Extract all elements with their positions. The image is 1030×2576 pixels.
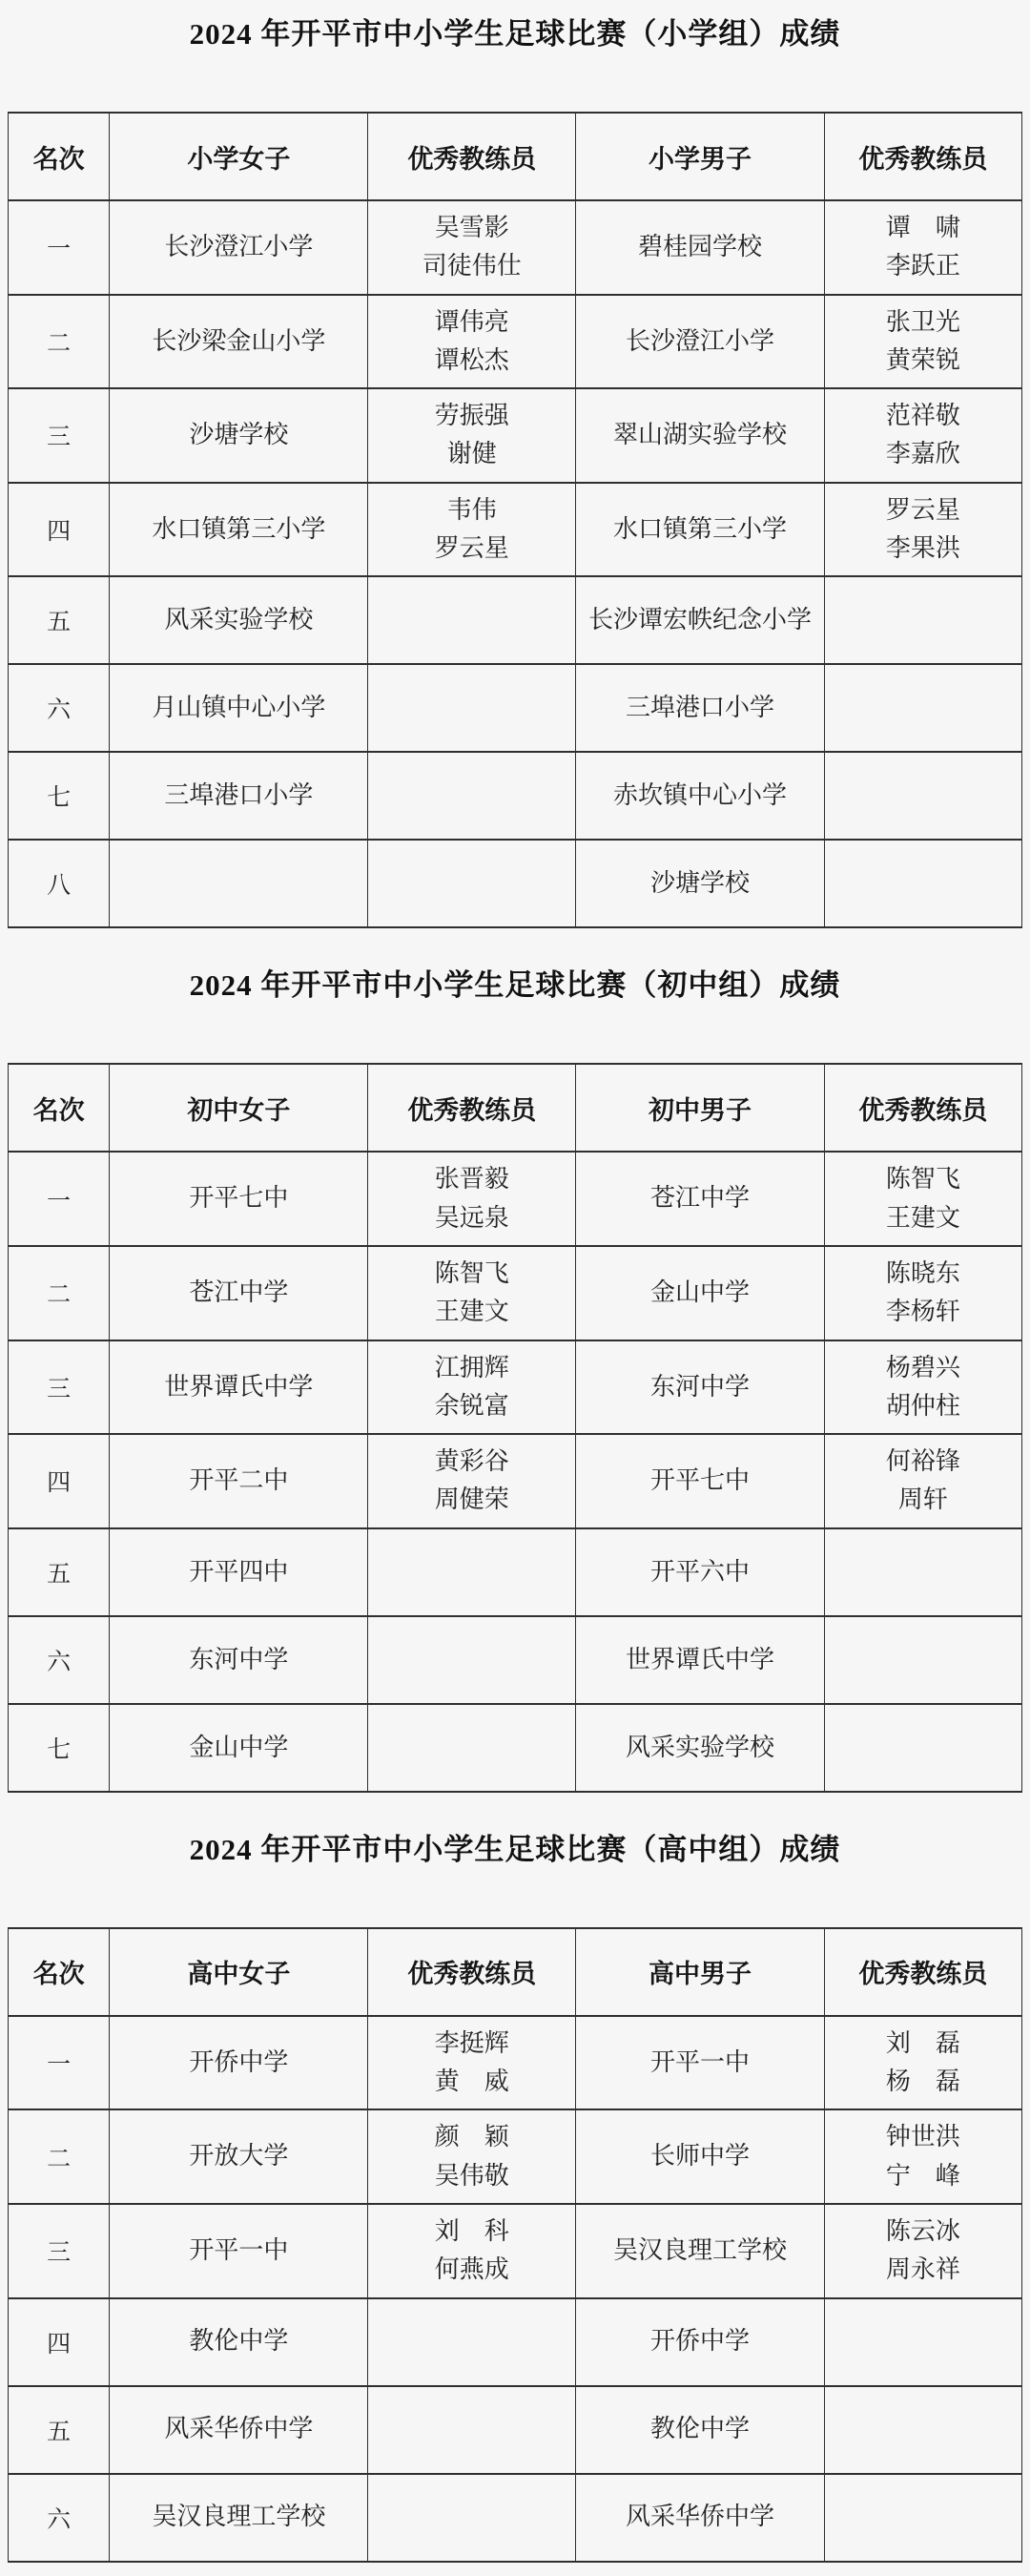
boys-coaches-cell: 陈晓东 李杨轩 <box>824 1246 1021 1340</box>
boys-coaches-cell: 钟世洪 宁 峰 <box>824 2109 1021 2204</box>
boys-coaches-cell: 刘 磊 杨 磊 <box>824 2016 1021 2110</box>
table-row <box>9 2474 1022 2562</box>
girls-school-cell: 长沙梁金山小学 <box>110 295 368 389</box>
boys-school-cell: 风采实验学校 <box>576 1704 824 1792</box>
boys-coaches-cell: 陈云冰 周永祥 <box>824 2204 1021 2298</box>
column-header: 优秀教练员 <box>368 113 576 200</box>
header-row <box>9 1064 1022 1152</box>
rank-cell: 八 <box>9 840 110 927</box>
column-header: 优秀教练员 <box>824 113 1021 200</box>
boys-school-cell: 长沙澄江小学 <box>576 295 824 389</box>
girls-coaches-cell <box>368 2298 576 2386</box>
middle-school-results-table <box>8 1063 1022 1792</box>
boys-coaches-cell: 何裕锋 周轩 <box>824 1434 1021 1528</box>
girls-coaches-cell <box>368 1704 576 1792</box>
girls-coaches-cell: 张晋毅 吴远泉 <box>368 1152 576 1246</box>
rank-cell: 二 <box>9 295 110 389</box>
table-row <box>9 200 1022 295</box>
girls-school-cell: 风采实验学校 <box>110 576 368 664</box>
girls-school-cell: 月山镇中心小学 <box>110 664 368 752</box>
girls-coaches-cell <box>368 2386 576 2474</box>
header-row <box>9 113 1022 200</box>
boys-coaches-cell <box>824 664 1021 752</box>
girls-coaches-cell: 吴雪影 司徒伟仕 <box>368 200 576 295</box>
table-row <box>9 1246 1022 1340</box>
boys-coaches-cell: 杨碧兴 胡仲柱 <box>824 1340 1021 1435</box>
column-header: 名次 <box>9 1064 110 1152</box>
boys-coaches-cell: 谭 啸 李跃正 <box>824 200 1021 295</box>
girls-school-cell: 开平一中 <box>110 2204 368 2298</box>
rank-cell: 四 <box>9 1434 110 1528</box>
girls-coaches-cell: 陈智飞 王建文 <box>368 1246 576 1340</box>
boys-coaches-cell: 罗云星 李果洪 <box>824 483 1021 577</box>
column-header: 小学女子 <box>110 113 368 200</box>
girls-coaches-cell <box>368 664 576 752</box>
table-row <box>9 1528 1022 1616</box>
table-row <box>9 1616 1022 1704</box>
column-header: 初中女子 <box>110 1064 368 1152</box>
rank-cell: 七 <box>9 1704 110 1792</box>
girls-coaches-cell <box>368 1528 576 1616</box>
girls-coaches-cell: 颜 颖 吴伟敬 <box>368 2109 576 2204</box>
girls-school-cell <box>110 840 368 927</box>
rank-cell: 一 <box>9 200 110 295</box>
table-row <box>9 2298 1022 2386</box>
girls-school-cell: 世界谭氏中学 <box>110 1340 368 1435</box>
girls-school-cell: 三埠港口小学 <box>110 752 368 840</box>
girls-school-cell: 开平二中 <box>110 1434 368 1528</box>
girls-school-cell: 开放大学 <box>110 2109 368 2204</box>
high-school-section <box>8 1825 1022 2563</box>
column-header: 名次 <box>9 113 110 200</box>
rank-cell: 一 <box>9 2016 110 2110</box>
middle-school-title: 2024 年开平市中小学生足球比赛（初中组）成绩 <box>189 968 841 1003</box>
girls-coaches-cell: 江拥辉 余锐富 <box>368 1340 576 1435</box>
table-row <box>9 2204 1022 2298</box>
boys-coaches-cell <box>824 752 1021 840</box>
boys-school-cell: 东河中学 <box>576 1340 824 1435</box>
girls-school-cell: 沙塘学校 <box>110 388 368 483</box>
girls-school-cell: 开侨中学 <box>110 2016 368 2110</box>
table-row <box>9 1434 1022 1528</box>
boys-school-cell: 开平七中 <box>576 1434 824 1528</box>
table-row <box>9 1704 1022 1792</box>
table-row <box>9 2386 1022 2474</box>
girls-school-cell: 开平四中 <box>110 1528 368 1616</box>
girls-school-cell: 风采华侨中学 <box>110 2386 368 2474</box>
primary-school-results-table <box>8 112 1022 928</box>
rank-cell: 五 <box>9 576 110 664</box>
column-header: 优秀教练员 <box>368 1928 576 2016</box>
primary-school-section <box>8 10 1022 928</box>
girls-school-cell: 吴汉良理工学校 <box>110 2474 368 2562</box>
middle-school-section <box>8 961 1022 1792</box>
rank-cell: 六 <box>9 664 110 752</box>
table-row <box>9 840 1022 927</box>
girls-school-cell: 教伦中学 <box>110 2298 368 2386</box>
boys-school-cell: 世界谭氏中学 <box>576 1616 824 1704</box>
table-row <box>9 576 1022 664</box>
table-row <box>9 1152 1022 1246</box>
boys-school-cell: 苍江中学 <box>576 1152 824 1246</box>
rank-cell: 六 <box>9 2474 110 2562</box>
girls-coaches-cell <box>368 2474 576 2562</box>
girls-coaches-cell <box>368 1616 576 1704</box>
high-school-results-table <box>8 1927 1022 2563</box>
girls-coaches-cell <box>368 576 576 664</box>
column-header: 初中男子 <box>576 1064 824 1152</box>
table-row <box>9 2109 1022 2204</box>
high-school-title: 2024 年开平市中小学生足球比赛（高中组）成绩 <box>189 1832 841 1866</box>
boys-school-cell: 金山中学 <box>576 1246 824 1340</box>
table-row <box>9 1340 1022 1435</box>
boys-school-cell: 赤坎镇中心小学 <box>576 752 824 840</box>
column-header: 优秀教练员 <box>824 1928 1021 2016</box>
boys-school-cell: 开平六中 <box>576 1528 824 1616</box>
boys-coaches-cell <box>824 1704 1021 1792</box>
rank-cell: 三 <box>9 388 110 483</box>
rank-cell: 一 <box>9 1152 110 1246</box>
girls-coaches-cell: 韦伟 罗云星 <box>368 483 576 577</box>
column-header: 优秀教练员 <box>824 1064 1021 1152</box>
column-header: 小学男子 <box>576 113 824 200</box>
girls-coaches-cell: 劳振强 谢健 <box>368 388 576 483</box>
table-row <box>9 2016 1022 2110</box>
girls-school-cell: 长沙澄江小学 <box>110 200 368 295</box>
boys-school-cell: 开平一中 <box>576 2016 824 2110</box>
boys-school-cell: 长沙谭宏帙纪念小学 <box>576 576 824 664</box>
girls-school-cell: 水口镇第三小学 <box>110 483 368 577</box>
boys-school-cell: 长师中学 <box>576 2109 824 2204</box>
boys-coaches-cell <box>824 840 1021 927</box>
rank-cell: 三 <box>9 2204 110 2298</box>
girls-school-cell: 开平七中 <box>110 1152 368 1246</box>
boys-school-cell: 开侨中学 <box>576 2298 824 2386</box>
boys-coaches-cell <box>824 576 1021 664</box>
column-header: 高中男子 <box>576 1928 824 2016</box>
rank-cell: 三 <box>9 1340 110 1435</box>
column-header: 优秀教练员 <box>368 1064 576 1152</box>
boys-coaches-cell: 范祥敬 李嘉欣 <box>824 388 1021 483</box>
boys-coaches-cell <box>824 1616 1021 1704</box>
girls-school-cell: 金山中学 <box>110 1704 368 1792</box>
rank-cell: 二 <box>9 2109 110 2204</box>
girls-coaches-cell: 黄彩谷 周健荣 <box>368 1434 576 1528</box>
rank-cell: 二 <box>9 1246 110 1340</box>
primary-school-title: 2024 年开平市中小学生足球比赛（小学组）成绩 <box>189 17 841 51</box>
boys-school-cell: 教伦中学 <box>576 2386 824 2474</box>
table-row <box>9 752 1022 840</box>
rank-cell: 六 <box>9 1616 110 1704</box>
girls-school-cell: 东河中学 <box>110 1616 368 1704</box>
girls-coaches-cell: 刘 科 何燕成 <box>368 2204 576 2298</box>
table-row <box>9 664 1022 752</box>
boys-school-cell: 风采华侨中学 <box>576 2474 824 2562</box>
boys-school-cell: 碧桂园学校 <box>576 200 824 295</box>
rank-cell: 四 <box>9 483 110 577</box>
girls-coaches-cell: 谭伟亮 谭松杰 <box>368 295 576 389</box>
rank-cell: 四 <box>9 2298 110 2386</box>
boys-coaches-cell: 陈智飞 王建文 <box>824 1152 1021 1246</box>
boys-coaches-cell: 张卫光 黄荣锐 <box>824 295 1021 389</box>
girls-coaches-cell <box>368 840 576 927</box>
rank-cell: 五 <box>9 2386 110 2474</box>
boys-school-cell: 三埠港口小学 <box>576 664 824 752</box>
rank-cell: 五 <box>9 1528 110 1616</box>
girls-coaches-cell <box>368 752 576 840</box>
header-row <box>9 1928 1022 2016</box>
girls-school-cell: 苍江中学 <box>110 1246 368 1340</box>
boys-coaches-cell <box>824 1528 1021 1616</box>
table-row <box>9 483 1022 577</box>
boys-coaches-cell <box>824 2474 1021 2562</box>
boys-school-cell: 翠山湖实验学校 <box>576 388 824 483</box>
girls-coaches-cell: 李挺辉 黄 威 <box>368 2016 576 2110</box>
column-header: 高中女子 <box>110 1928 368 2016</box>
table-row <box>9 388 1022 483</box>
column-header: 名次 <box>9 1928 110 2016</box>
boys-school-cell: 吴汉良理工学校 <box>576 2204 824 2298</box>
boys-coaches-cell <box>824 2386 1021 2474</box>
boys-coaches-cell <box>824 2298 1021 2386</box>
boys-school-cell: 水口镇第三小学 <box>576 483 824 577</box>
table-row <box>9 295 1022 389</box>
boys-school-cell: 沙塘学校 <box>576 840 824 927</box>
rank-cell: 七 <box>9 752 110 840</box>
